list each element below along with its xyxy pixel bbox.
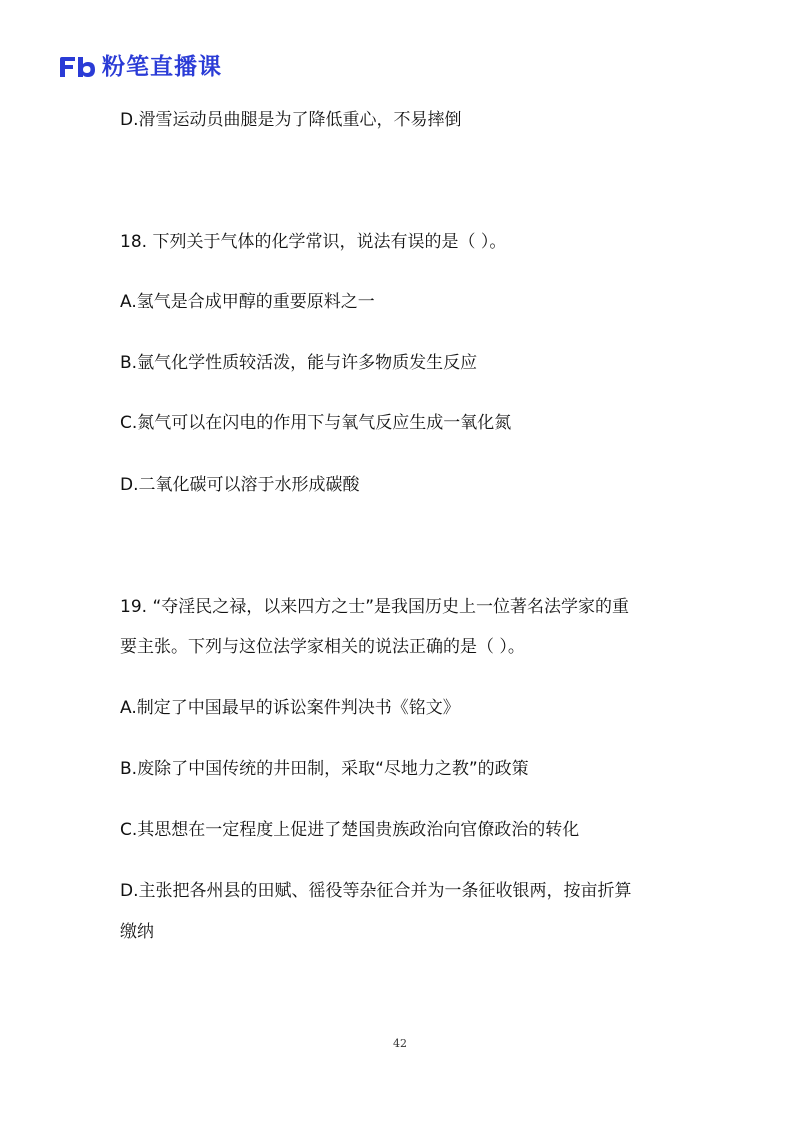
option-18-c: C.氮气可以在闪电的作用下与氧气反应生成一氧化氮 (120, 413, 512, 433)
brand-name: 粉笔直播课 (102, 54, 222, 80)
option-19-a: A.制定了中国最早的诉讼案件判决书《铭文》 (120, 698, 460, 718)
page-number: 42 (393, 1037, 407, 1050)
question-18-stem: 18. 下列关于气体的化学常识，说法有误的是（ ）。 (120, 232, 507, 252)
option-18-d: D.二氧化碳可以溶于水形成碳酸 (120, 475, 360, 495)
option-19-d-line-2: 缴纳 (120, 922, 154, 942)
question-19-stem-line-1: 19. “夺淫民之禄，以来四方之士”是我国历史上一位著名法学家的重 (120, 597, 630, 617)
option-18-b: B.氩气化学性质较活泼，能与许多物质发生反应 (120, 353, 478, 373)
option-19-c: C.其思想在一定程度上促进了楚国贵族政治向官僚政治的转化 (120, 820, 580, 840)
question-19-stem-line-2: 要主张。下列与这位法学家相关的说法正确的是（ ）。 (120, 637, 525, 657)
brand-header (58, 51, 222, 83)
option-19-d-line-1: D.主张把各州县的田赋、徭役等杂征合并为一条征收银两，按亩折算 (120, 881, 632, 901)
option-19-b: B.废除了中国传统的井田制，采取“尽地力之教”的政策 (120, 759, 529, 779)
fb-logo-icon (58, 55, 98, 79)
option-17-d: D.滑雪运动员曲腿是为了降低重心，不易摔倒 (120, 110, 462, 130)
option-18-a: A.氢气是合成甲醇的重要原料之一 (120, 292, 375, 312)
